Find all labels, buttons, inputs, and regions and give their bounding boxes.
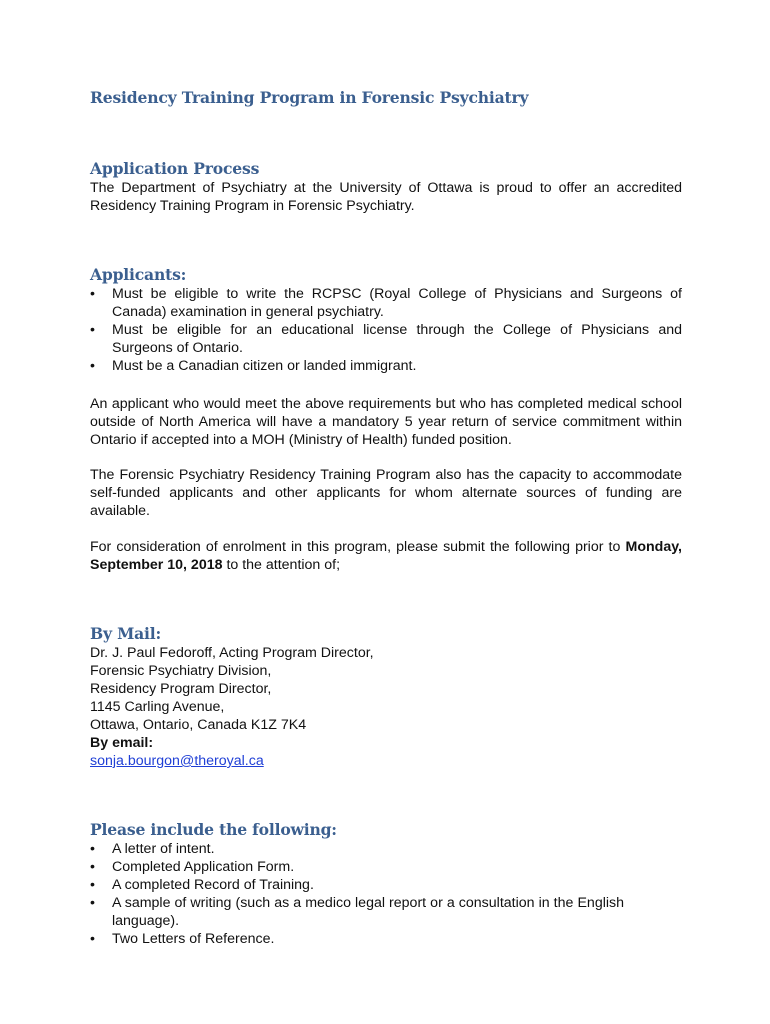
list-item-text: Must be a Canadian citizen or landed immigrant. <box>112 358 417 374</box>
mail-section <box>90 624 682 770</box>
bullet-icon: • <box>90 286 95 302</box>
list-item-text: Must be eligible to write the RCPSC (Royal College of Physicians and Surgeons of Canada) examination in general psychiatry. <box>112 286 682 320</box>
applicants-section <box>90 265 682 375</box>
self-funded-paragraph: The Forensic Psychiatry Residency Training Program also has the capacity to accommodate self-funded applicants and other applicants for whom alternate sources of funding are available. <box>90 467 682 519</box>
include-heading: Please include the following: <box>90 820 337 839</box>
overseas-paragraph: An applicant who would meet the above requirements but who has completed medical school outside of North America will have a mandatory 5 year return of service commitment within Ontario if accepted into a MOH (Ministry of Health) funded position. <box>90 396 682 448</box>
bullet-icon: • <box>90 859 95 875</box>
address-line: Residency Program Director, <box>90 681 272 697</box>
address-line: Ottawa, Ontario, Canada K1Z 7K4 <box>90 717 307 733</box>
document-title: Residency Training Program in Forensic Psychiatry <box>90 88 529 107</box>
list-item <box>90 876 682 894</box>
applicants-heading: Applicants: <box>90 265 187 284</box>
list-item <box>90 840 682 858</box>
application-section <box>90 159 682 215</box>
email-link[interactable]: sonja.bourgon@theroyal.ca <box>90 753 264 769</box>
bullet-icon: • <box>90 931 95 947</box>
list-item <box>90 285 682 321</box>
applicants-list <box>90 285 682 375</box>
bullet-icon: • <box>90 841 95 857</box>
list-item-text: Two Letters of Reference. <box>112 931 275 947</box>
deadline-date: Monday, September 10, 2018 <box>90 539 682 573</box>
list-item-text: A completed Record of Training. <box>112 877 314 893</box>
include-list <box>90 840 682 948</box>
include-section <box>90 820 682 948</box>
bullet-icon: • <box>90 358 95 374</box>
bullet-icon: • <box>90 895 95 911</box>
address-line: Dr. J. Paul Fedoroff, Acting Program Director, <box>90 645 374 661</box>
bullet-icon: • <box>90 877 95 893</box>
deadline-text-end: to the attention of; <box>226 557 341 573</box>
deadline-paragraph <box>90 538 682 574</box>
bullet-icon: • <box>90 322 95 338</box>
mail-heading: By Mail: <box>90 624 162 643</box>
list-item <box>90 930 682 948</box>
self-funded-paragraph-block <box>90 466 682 520</box>
list-item-text: A letter of intent. <box>112 841 215 857</box>
list-item <box>90 357 682 375</box>
list-item-text: Completed Application Form. <box>112 859 295 875</box>
list-item-text: Must be eligible for an educational license through the College of Physicians and Surgeons of Ontario. <box>112 322 682 356</box>
list-item-text: A sample of writing (such as a medico legal report or a consultation in the English language). <box>112 895 624 929</box>
address-line: 1145 Carling Avenue, <box>90 699 225 715</box>
list-item <box>90 321 682 357</box>
address-line: Forensic Psychiatry Division, <box>90 663 272 679</box>
list-item <box>90 894 624 930</box>
document-page <box>90 0 682 1024</box>
deadline-paragraph-block <box>90 538 682 574</box>
email-label: By email: <box>90 735 154 751</box>
deadline-text-start: For consideration of enrolment in this program, please submit the following prior to <box>90 539 621 555</box>
application-text: The Department of Psychiatry at the University of Ottawa is proud to offer an accredited Residency Training Program in Forensic Psychiatry. <box>90 180 682 214</box>
application-heading: Application Process <box>90 159 260 178</box>
overseas-paragraph-block <box>90 395 682 449</box>
list-item <box>90 858 682 876</box>
